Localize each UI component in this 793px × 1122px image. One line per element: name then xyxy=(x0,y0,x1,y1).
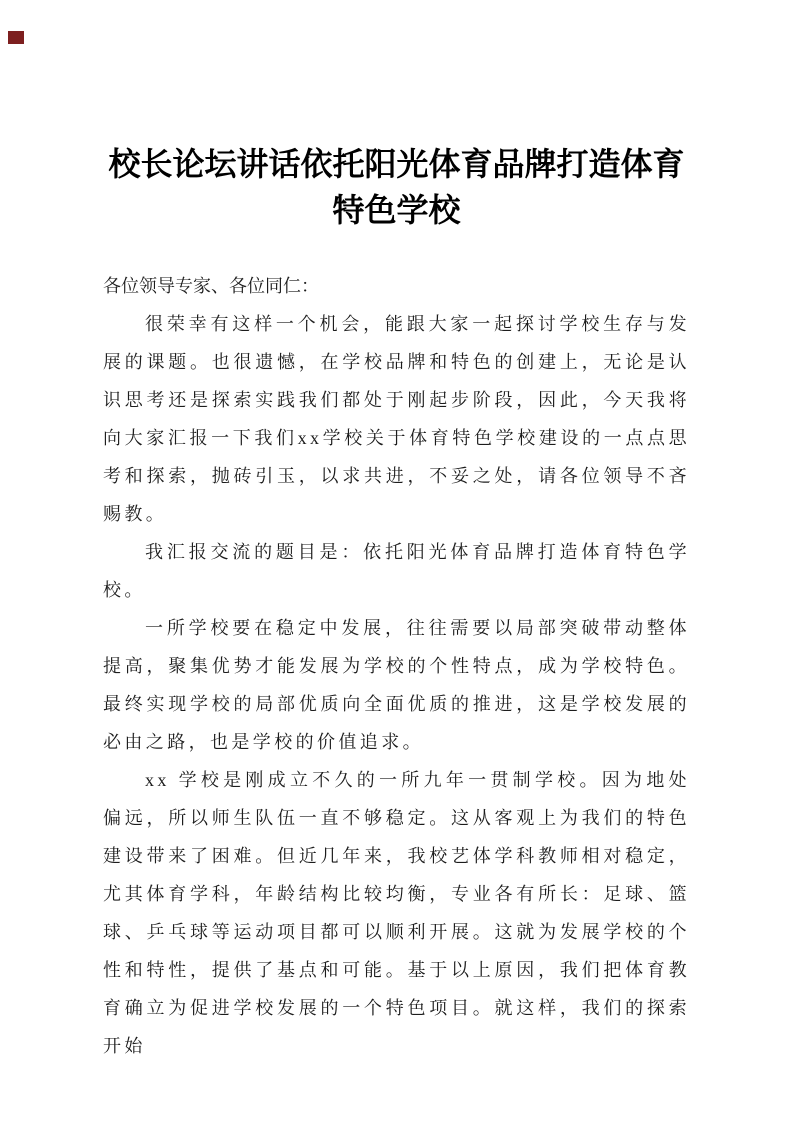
paragraph-salutation: 各位领导专家、各位同仁： xyxy=(103,276,319,296)
document-body xyxy=(103,267,690,1065)
paragraph-intro: 很荣幸有这样一个机会，能跟大家一起探讨学校生存与发展的课题。也很遗憾，在学校品牌和特色的创建上，无论是认识思考还是探索实践我们都处于刚起步阶段，因此，今天我将向大家汇报一下我们xx学校关于体育特色学校建设的一点点思考和探索，抛砖引玉，以求共进，不妥之处，请各位领导不吝赐教。 xyxy=(103,314,690,524)
corner-red-marker xyxy=(8,31,24,44)
document-title-line-2: 特色学校 xyxy=(332,192,461,228)
paragraph-school-background: xx 学校是刚成立不久的一所九年一贯制学校。因为地处偏远，所以师生队伍一直不够稳定。这从客观上为我们的特色建设带来了困难。但近几年来，我校艺体学科教师相对稳定，尤其体育学科，年龄结构比较均衡，专业各有所长：足球、篮球、乒乓球等运动项目都可以顺利开展。这就为发展学校的个性和特性，提供了基点和可能。基于以上原因，我们把体育教育确立为促进学校发展的一个特色项目。就这样，我们的探索开始 xyxy=(103,770,690,1056)
document-title-line-1: 校长论坛讲话依托阳光体育品牌打造体育 xyxy=(108,146,685,182)
paragraph-school-development: 一所学校要在稳定中发展，往往需要以局部突破带动整体提高，聚集优势才能发展为学校的个性特点，成为学校特色。最终实现学校的局部优质向全面优质的推进，这是学校发展的必由之路，也是学校的价值追求。 xyxy=(103,618,690,752)
paragraph-topic: 我汇报交流的题目是：依托阳光体育品牌打造体育特色学校。 xyxy=(103,542,690,600)
document-title xyxy=(86,141,707,233)
